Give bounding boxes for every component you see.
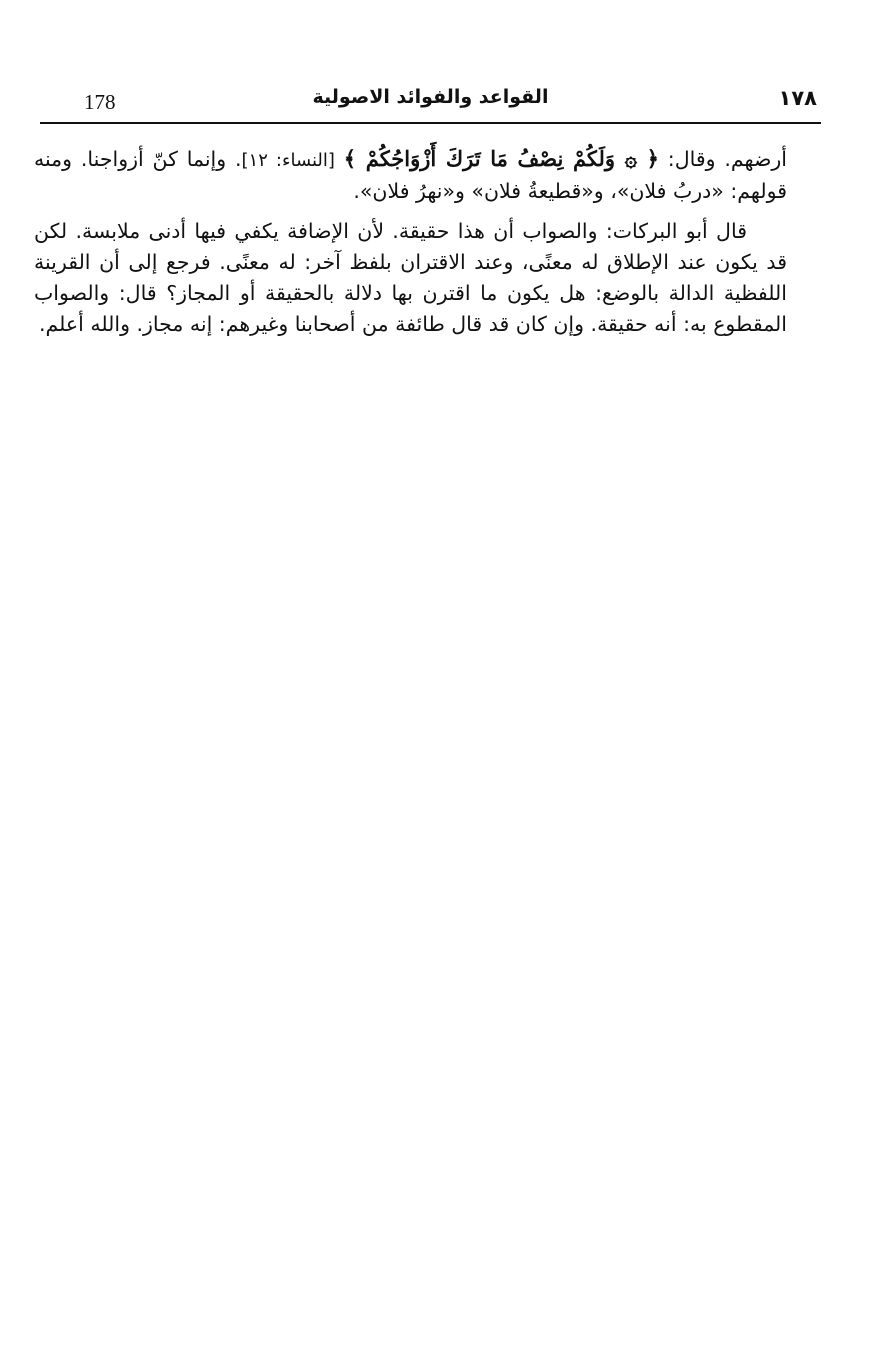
paragraph-2: قال أبو البركات: والصواب أن هذا حقيقة. لأن الإضافة يكفي فيها أدنى ملابسة. لكن قد يكون عند الإطلاق له معنًى، وعند الاقتران بلفظ آخر: له معنًى. فرجع إلى أن القرينة اللفظية الدالة بالوضع: هل يكون ما اقترن بها دلالة بالحقيقة أو المجاز؟ قال: والصواب المقطوع به: أنه حقيقة. وإن كان قد قال طائفة من أصحابنا وغيرهم: إنه مجاز. والله أعلم. <box>34 219 787 336</box>
page-header <box>40 82 821 124</box>
paragraph-1-lead: أرضهم. وقال: <box>667 147 787 171</box>
verse-citation: [النساء: ١٢] <box>241 150 335 171</box>
paragraph-1-rest: . وإنما كنّ أزواجنا. ومنه قولهم: «دربُ فلان»، و«قطيعةُ فلان» و«نهرُ فلان». <box>34 147 787 203</box>
page-number-latin: 178 <box>84 90 116 114</box>
quran-verse: ﴿ ۞ وَلَكُمْ نِصْفُ مَا تَرَكَ أَزْوَاجُكُمْ ﴾ <box>343 146 659 171</box>
running-title: القواعد والفوائد الاصولية <box>312 86 549 108</box>
page-body <box>34 143 787 340</box>
paragraph-1 <box>34 143 787 207</box>
page-number-arabic: ١٧٨ <box>778 86 817 110</box>
